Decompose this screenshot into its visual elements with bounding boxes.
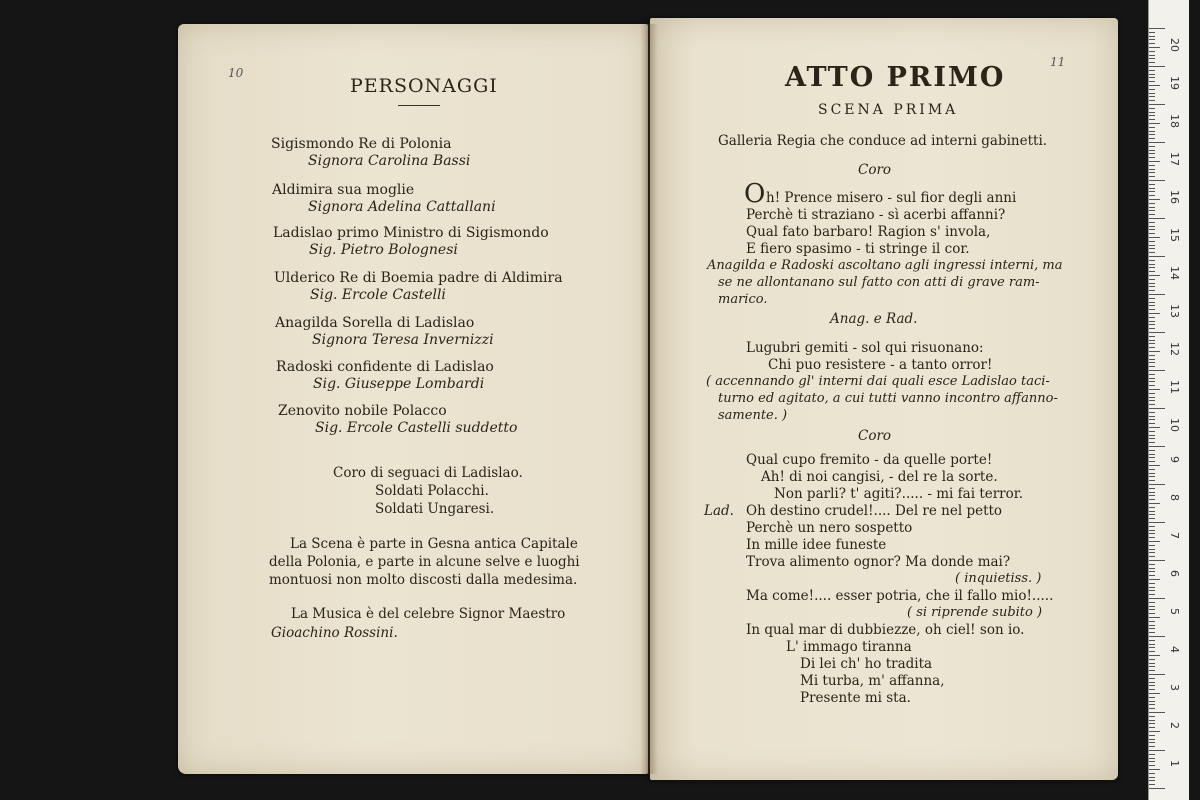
ruler-tick: [1149, 670, 1155, 671]
ruler-tick: [1149, 663, 1155, 664]
measuring-ruler: [1148, 0, 1189, 800]
ruler-tick: [1149, 514, 1155, 515]
ruler-tick: [1149, 465, 1160, 466]
cast-role-7: Zenovito nobile Polacco: [278, 403, 447, 419]
ruler-tick: [1149, 530, 1155, 531]
cast-singer-4: Sig. Ercole Castelli: [310, 287, 446, 303]
ruler-tick: [1149, 77, 1155, 78]
ruler-tick: [1149, 241, 1155, 242]
ruler-tick: [1149, 625, 1155, 626]
ruler-tick: [1149, 199, 1160, 200]
ruler-tick: [1149, 761, 1155, 762]
ruler-tick: [1149, 381, 1155, 382]
cast-role-1: Sigismondo Re di Polonia: [271, 136, 452, 152]
cast-role-3: Ladislao primo Ministro di Sigismondo: [273, 225, 549, 241]
ruler-tick: [1149, 678, 1155, 679]
ruler-number: 14: [1168, 266, 1181, 280]
ruler-tick: [1149, 777, 1155, 778]
ruler-tick: [1149, 499, 1155, 500]
ruler-tick: [1149, 655, 1160, 656]
ruler-number: 2: [1168, 722, 1181, 729]
lad-line-1: Oh destino crudel!.... Del re nel petto: [746, 503, 1003, 519]
ruler-tick: [1149, 226, 1155, 227]
ruler-number: 5: [1168, 608, 1181, 615]
ruler-tick: [1149, 537, 1155, 538]
cast-singer-3: Sig. Pietro Bolognesi: [309, 242, 458, 258]
ruler-tick: [1149, 138, 1155, 139]
ruler-number: 12: [1168, 342, 1181, 356]
ruler-tick: [1149, 286, 1155, 287]
ruler-tick: [1149, 169, 1155, 170]
ruler-number: 8: [1168, 494, 1181, 501]
chorus-line-2: Soldati Polacchi.: [375, 483, 489, 499]
coro-line-3: Qual fato barbaro! Ragion s' invola,: [746, 224, 991, 240]
ruler-tick: [1149, 492, 1155, 493]
ruler-tick: [1149, 252, 1155, 253]
ruler-tick: [1149, 279, 1155, 280]
ruler-tick: [1149, 93, 1155, 94]
ruler-tick: [1149, 309, 1155, 310]
ruler-tick: [1149, 28, 1165, 29]
ruler-tick: [1149, 594, 1155, 595]
ruler-tick: [1149, 742, 1155, 743]
stage-direction-1: Anagilda e Radoski ascoltano agli ingressi interni, ma: [707, 258, 1063, 273]
lad-line-2: Perchè un nero sospetto: [746, 520, 913, 536]
ruler-tick: [1149, 571, 1155, 572]
ruler-tick: [1149, 644, 1155, 645]
ruler-tick: [1149, 480, 1155, 481]
ruler-tick: [1149, 347, 1155, 348]
setting-line: Galleria Regia che conduce ad interni gabinetti.: [718, 133, 1048, 149]
ruler-tick: [1149, 47, 1160, 48]
ruler-tick: [1149, 784, 1155, 785]
ruler-tick: [1149, 397, 1155, 398]
ruler-tick: [1149, 157, 1155, 158]
ruler-tick: [1149, 454, 1155, 455]
ruler-tick: [1149, 359, 1155, 360]
ruler-tick: [1149, 207, 1155, 208]
cast-role-6: Radoski confidente di Ladislao: [276, 359, 494, 375]
ruler-tick: [1149, 704, 1155, 705]
ruler-tick: [1149, 590, 1155, 591]
ruler-number: 13: [1168, 304, 1181, 318]
ruler-tick: [1149, 598, 1165, 599]
cast-singer-2: Signora Adelina Cattallani: [308, 199, 496, 215]
ruler-tick: [1149, 682, 1155, 683]
ruler-number: 6: [1168, 570, 1181, 577]
ruler-tick: [1149, 716, 1155, 717]
ruler-tick: [1149, 146, 1155, 147]
anag-label: Anag. e Rad.: [830, 311, 918, 327]
title-rule: [398, 105, 440, 106]
ruler-tick: [1149, 602, 1155, 603]
ruler-tick: [1149, 708, 1155, 709]
ruler-tick: [1149, 362, 1155, 363]
ruler-tick: [1149, 484, 1165, 485]
ruler-tick: [1149, 32, 1155, 33]
ruler-tick: [1149, 769, 1160, 770]
ruler-tick: [1149, 423, 1155, 424]
ruler-tick: [1149, 66, 1165, 67]
right-page-number: 11: [1050, 55, 1066, 69]
ruler-tick: [1149, 419, 1155, 420]
ruler-tick: [1149, 283, 1155, 284]
act-title: ATTO PRIMO: [785, 62, 1006, 93]
cast-role-2: Aldimira sua moglie: [272, 182, 415, 198]
ruler-tick: [1149, 780, 1155, 781]
ruler-tick: [1149, 70, 1155, 71]
coro2-line-1: Qual cupo fremito - da quelle porte!: [746, 452, 993, 468]
ruler-tick: [1149, 442, 1155, 443]
final-line-1: L' immago tiranna: [786, 639, 912, 655]
ruler-tick: [1149, 172, 1155, 173]
coro2-line-2: Ah! di noi cangisi, - del re la sorte.: [761, 469, 998, 485]
ruler-tick: [1149, 36, 1155, 37]
ruler-tick: [1149, 389, 1160, 390]
ruler-tick: [1149, 150, 1155, 151]
ruler-tick: [1149, 85, 1160, 86]
ruler-tick: [1149, 142, 1165, 143]
ruler-tick: [1149, 408, 1165, 409]
ruler-tick: [1149, 526, 1155, 527]
stage-direction-5: turno ed agitato, a cui tutti vanno incontro affanno-: [718, 391, 1058, 406]
ruler-number: 20: [1168, 38, 1181, 52]
ruler-tick: [1149, 435, 1155, 436]
aside-2: ( si riprende subito ): [907, 605, 1043, 620]
ruler-tick: [1149, 446, 1165, 447]
music-line-2: Gioachino Rossini.: [271, 625, 398, 641]
ruler-number: 19: [1168, 76, 1181, 90]
ruler-tick: [1149, 556, 1155, 557]
ruler-number: 4: [1168, 646, 1181, 653]
ruler-tick: [1149, 495, 1155, 496]
ruler-tick: [1149, 332, 1165, 333]
lad-line-4: Trova alimento ognor? Ma donde mai?: [746, 554, 1011, 570]
ruler-tick: [1149, 248, 1155, 249]
ruler-tick: [1149, 55, 1155, 56]
ruler-number: 7: [1168, 532, 1181, 539]
final-line-2: Di lei ch' ho tradita: [800, 656, 933, 672]
ruler-tick: [1149, 613, 1155, 614]
ruler-tick: [1149, 351, 1160, 352]
ruler-tick: [1149, 378, 1155, 379]
ruler-tick: [1149, 457, 1155, 458]
ruler-tick: [1149, 636, 1165, 637]
ruler-tick: [1149, 674, 1165, 675]
ruler-tick: [1149, 245, 1155, 246]
lad-label: Lad.: [704, 503, 734, 519]
ruler-tick: [1149, 39, 1155, 40]
chorus-line-1: Coro di seguaci di Ladislao.: [333, 465, 523, 481]
ruler-tick: [1149, 127, 1155, 128]
ruler-tick: [1149, 568, 1155, 569]
scene-title: SCENA PRIMA: [818, 102, 959, 118]
ruler-tick: [1149, 393, 1155, 394]
ruler-tick: [1149, 412, 1155, 413]
ruler-tick: [1149, 750, 1165, 751]
ruler-tick: [1149, 651, 1155, 652]
ruler-tick: [1149, 587, 1155, 588]
ruler-tick: [1149, 609, 1155, 610]
ruler-tick: [1149, 343, 1155, 344]
ruler-tick: [1149, 385, 1155, 386]
ruler-tick: [1149, 693, 1160, 694]
ruler-tick: [1149, 275, 1160, 276]
ruler-tick: [1149, 647, 1155, 648]
ruler-tick: [1149, 355, 1155, 356]
music-line-1: La Musica è del celebre Signor Maestro: [291, 606, 566, 622]
ruler-number: 11: [1168, 380, 1181, 394]
ruler-tick: [1149, 400, 1155, 401]
ruler-tick: [1149, 328, 1155, 329]
ruler-tick: [1149, 473, 1155, 474]
ruler-tick: [1149, 564, 1155, 565]
ruler-tick: [1149, 74, 1155, 75]
ruler-tick: [1149, 81, 1155, 82]
ruler-tick: [1149, 545, 1155, 546]
ruler-tick: [1149, 305, 1155, 306]
ruler-tick: [1149, 188, 1155, 189]
coro-line-2: Perchè ti straziano - sì acerbi affanni?: [746, 207, 1006, 223]
scene-line-1: La Scena è parte in Gesna antica Capitale: [290, 536, 578, 552]
ruler-number: 18: [1168, 114, 1181, 128]
ruler-tick: [1149, 632, 1155, 633]
ruler-tick: [1149, 191, 1155, 192]
ruler-tick: [1149, 469, 1155, 470]
ruler-number: 3: [1168, 684, 1181, 691]
ruler-tick: [1149, 298, 1155, 299]
ruler-tick: [1149, 416, 1155, 417]
ruler-tick: [1149, 89, 1155, 90]
ruler-tick: [1149, 712, 1165, 713]
ruler-tick: [1149, 218, 1165, 219]
ruler-tick: [1149, 43, 1155, 44]
cast-role-5: Anagilda Sorella di Ladislao: [275, 315, 475, 331]
coro2-line-3: Non parli? t' agiti?..... - mi fai terror.: [774, 486, 1024, 502]
ruler-tick: [1149, 723, 1155, 724]
ruler-tick: [1149, 119, 1155, 120]
ruler-tick: [1149, 184, 1155, 185]
ruler-tick: [1149, 701, 1155, 702]
ruler-tick: [1149, 621, 1155, 622]
ruler-tick: [1149, 659, 1155, 660]
ruler-tick: [1149, 290, 1155, 291]
ruler-tick: [1149, 100, 1155, 101]
stage-direction-6: samente. ): [718, 408, 788, 423]
ruler-tick: [1149, 754, 1155, 755]
ruler-tick: [1149, 579, 1160, 580]
ruler-tick: [1149, 438, 1155, 439]
ruler-number: 15: [1168, 228, 1181, 242]
ruler-tick: [1149, 374, 1155, 375]
cast-role-4: Ulderico Re di Boemia padre di Aldimira: [274, 270, 563, 286]
ruler-tick: [1149, 267, 1155, 268]
ruler-tick: [1149, 617, 1160, 618]
chorus-line-3: Soldati Ungaresi.: [375, 501, 495, 517]
ruler-tick: [1149, 628, 1155, 629]
ruler-tick: [1149, 324, 1155, 325]
ruler-number: 17: [1168, 152, 1181, 166]
ruler-tick: [1149, 134, 1155, 135]
scene-line-3: montuosi non molto discosti dalla medesima.: [269, 572, 578, 588]
ruler-tick: [1149, 685, 1155, 686]
ruler-tick: [1149, 689, 1155, 690]
ruler-tick: [1149, 746, 1155, 747]
cast-singer-5: Signora Teresa Invernizzi: [312, 332, 494, 348]
book-gutter: [640, 24, 658, 774]
ruler-tick: [1149, 511, 1155, 512]
ruler-tick: [1149, 317, 1155, 318]
ruler-tick: [1149, 788, 1165, 789]
ruler-number: 10: [1168, 418, 1181, 432]
cast-singer-6: Sig. Giuseppe Lombardi: [313, 376, 485, 392]
ruler-tick: [1149, 260, 1155, 261]
ruler-tick: [1149, 161, 1160, 162]
stage-direction-2: se ne allontanano sul fatto con atti di grave ram-: [718, 275, 1040, 290]
left-page-title: PERSONAGGI: [350, 75, 498, 97]
ruler-tick: [1149, 104, 1165, 105]
ruler-tick: [1149, 176, 1155, 177]
ruler-tick: [1149, 366, 1155, 367]
ruler-tick: [1149, 96, 1155, 97]
coro-label-1: Coro: [858, 162, 892, 178]
ruler-tick: [1149, 256, 1165, 257]
lad-line-5: Ma come!.... esser potria, che il fallo mio!.....: [746, 588, 1054, 604]
ruler-tick: [1149, 727, 1155, 728]
ruler-tick: [1149, 195, 1155, 196]
ruler-tick: [1149, 541, 1160, 542]
coro-line-4: E fiero spasimo - ti stringe il cor.: [746, 241, 970, 257]
ruler-tick: [1149, 427, 1160, 428]
ruler-tick: [1149, 461, 1155, 462]
ruler-tick: [1149, 488, 1155, 489]
ruler-tick: [1149, 765, 1155, 766]
ruler-tick: [1149, 233, 1155, 234]
ruler-tick: [1149, 229, 1155, 230]
ruler-tick: [1149, 115, 1155, 116]
ruler-tick: [1149, 271, 1155, 272]
ruler-tick: [1149, 302, 1155, 303]
ruler-tick: [1149, 606, 1155, 607]
ruler-tick: [1149, 552, 1155, 553]
scene-line-2: della Polonia, e parte in alcune selve e luoghi: [269, 554, 580, 570]
ruler-tick: [1149, 758, 1155, 759]
ruler-tick: [1149, 131, 1155, 132]
ruler-tick: [1149, 313, 1160, 314]
ruler-tick: [1149, 533, 1155, 534]
ruler-tick: [1149, 62, 1155, 63]
ruler-tick: [1149, 575, 1155, 576]
ruler-tick: [1149, 336, 1155, 337]
coro-line-1: h! Prence misero - sul fior degli anni: [766, 190, 1017, 206]
ruler-tick: [1149, 340, 1155, 341]
ruler-tick: [1149, 739, 1155, 740]
ruler-tick: [1149, 640, 1155, 641]
ruler-tick: [1149, 507, 1155, 508]
ruler-tick: [1149, 583, 1155, 584]
ruler-tick: [1149, 203, 1155, 204]
ruler-tick: [1149, 210, 1155, 211]
ruler-tick: [1149, 476, 1155, 477]
ruler-tick: [1149, 518, 1155, 519]
ruler-tick: [1149, 431, 1155, 432]
ruler-tick: [1149, 450, 1155, 451]
ruler-tick: [1149, 666, 1155, 667]
ruler-tick: [1149, 294, 1165, 295]
lad-line-6: In qual mar di dubbiezze, oh ciel! son io.: [746, 622, 1025, 638]
ruler-tick: [1149, 58, 1155, 59]
coro-label-2: Coro: [858, 428, 892, 444]
ruler-tick: [1149, 123, 1160, 124]
ruler-tick: [1149, 735, 1155, 736]
ruler-tick: [1149, 180, 1165, 181]
ruler-tick: [1149, 51, 1155, 52]
ruler-tick: [1149, 222, 1155, 223]
left-page-number: 10: [228, 66, 244, 80]
anag-line-1: Lugubri gemiti - sol qui risuonano:: [746, 340, 984, 356]
ruler-tick: [1149, 108, 1155, 109]
ruler-tick: [1149, 731, 1160, 732]
ruler-tick: [1149, 321, 1155, 322]
final-line-3: Mi turba, m' affanna,: [800, 673, 945, 689]
ruler-tick: [1149, 237, 1160, 238]
ruler-tick: [1149, 560, 1165, 561]
ruler-tick: [1149, 773, 1155, 774]
stage-direction-3: marico.: [718, 292, 768, 307]
ruler-tick: [1149, 503, 1160, 504]
ruler-tick: [1149, 214, 1155, 215]
lad-line-3: In mille idee funeste: [746, 537, 887, 553]
ruler-number: 9: [1168, 456, 1181, 463]
stage-direction-4: ( accennando gl' interni dai quali esce Ladislao taci-: [706, 374, 1050, 389]
final-line-4: Presente mi sta.: [800, 690, 911, 706]
ruler-tick: [1149, 522, 1165, 523]
ruler-tick: [1149, 264, 1155, 265]
ruler-tick: [1149, 720, 1155, 721]
ruler-tick: [1149, 370, 1165, 371]
ruler-tick: [1149, 153, 1155, 154]
cast-singer-1: Signora Carolina Bassi: [308, 153, 471, 169]
ruler-number: 1: [1168, 760, 1181, 767]
anag-line-2: Chi puo resistere - a tanto orror!: [768, 357, 993, 373]
ruler-tick: [1149, 697, 1155, 698]
ruler-tick: [1149, 165, 1155, 166]
ruler-number: 16: [1168, 190, 1181, 204]
ruler-tick: [1149, 404, 1155, 405]
cast-singer-7: Sig. Ercole Castelli suddetto: [315, 420, 518, 436]
drop-cap: O: [744, 179, 766, 209]
ruler-tick: [1149, 112, 1155, 113]
ruler-tick: [1149, 549, 1155, 550]
aside-1: ( inquietiss. ): [955, 571, 1042, 586]
